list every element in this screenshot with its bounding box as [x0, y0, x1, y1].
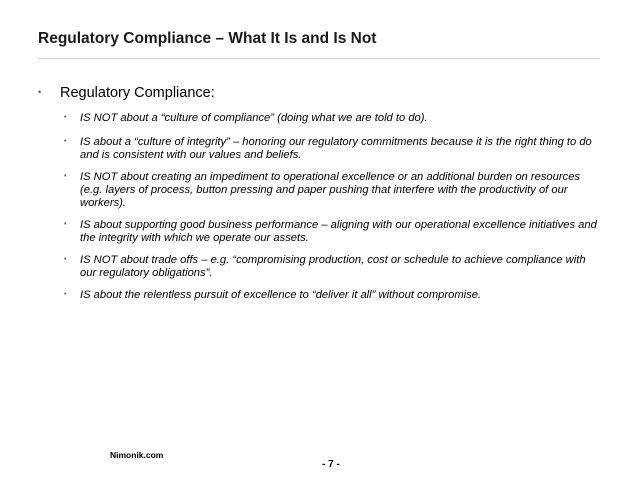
list-item [64, 219, 604, 245]
bullet-icon: • [64, 138, 67, 145]
list-item-text: IS about supporting good business performance – aligning with our operational excellence initiatives and the integrity with which we operate our assets. [80, 219, 597, 244]
sub-bullet-list [64, 112, 604, 311]
main-bullet-text: Regulatory Compliance: [60, 85, 215, 101]
list-item-text: IS NOT about creating an impediment to operational excellence or an additional burden on resources (e.g. layers of process, button pressing and paper pushing that interfere with the productivity of our workers). [80, 171, 581, 209]
main-bullet [38, 84, 215, 102]
bullet-icon: • [64, 221, 67, 228]
list-item [64, 254, 604, 280]
list-item [64, 289, 604, 302]
list-item-text: IS NOT about a “culture of compliance” (doing what we are told to do). [80, 112, 428, 124]
title-divider [38, 58, 600, 59]
list-item-text: IS about a “culture of integrity” – honoring our regulatory commitments because it is the right thing to do and is consistent with our values and beliefs. [80, 136, 592, 161]
footer-source: Nimonik.com [110, 450, 164, 460]
bullet-icon: • [64, 291, 67, 298]
list-item [64, 136, 604, 162]
slide-title: Regulatory Compliance – What It Is and Is Not [38, 30, 377, 47]
bullet-icon: • [64, 114, 67, 121]
list-item [64, 171, 604, 210]
bullet-icon: • [64, 173, 67, 180]
bullet-icon: • [64, 256, 67, 263]
list-item-text: IS NOT about trade offs – e.g. “compromising production, cost or schedule to achieve compliance with our regulatory obligations”. [80, 254, 586, 279]
page-number: - 7 - [322, 459, 340, 470]
bullet-icon: • [38, 87, 42, 97]
list-item [64, 112, 604, 125]
list-item-text: IS about the relentless pursuit of excellence to “deliver it all” without compromise. [80, 289, 482, 301]
